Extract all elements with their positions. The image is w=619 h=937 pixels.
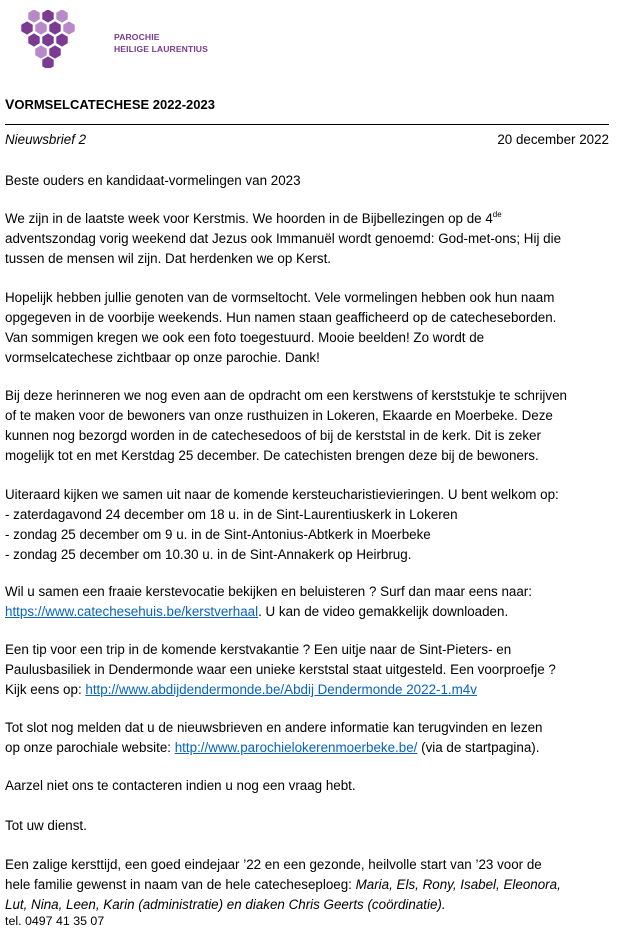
mass-item: - zaterdagavond 24 december om 18 u. in de Sint-Laurentiuskerk in Lokeren — [5, 507, 458, 522]
abdij-video-link[interactable]: http://www.abdijdendermonde.be/Abdij Dendermonde 2022-1.m4v — [85, 682, 477, 697]
newsletter-meta — [5, 132, 609, 147]
parish-website-link[interactable]: http://www.parochielokerenmoerbeke.be/ — [174, 740, 418, 755]
p5-after: . U kan de video gemakkelijk downloaden. — [258, 604, 509, 619]
p1-superscript: de — [492, 210, 502, 219]
paragraph-contact: Aarzel niet ons te contacteren indien u nog een vraag hebt. — [5, 778, 356, 793]
parish-name-line2: HEILIGE LAURENTIUS — [114, 44, 208, 54]
kerstverhaal-link[interactable]: https://www.catechesehuis.be/kerstverhaal — [5, 604, 259, 619]
logo-hexagon — [42, 10, 53, 23]
team-names-continued: Lut, Nina, Leen, Karin (administratie) en diaken Chris Geerts (coördinatie). — [5, 897, 446, 912]
p4-line: Uiteraard kijken we samen uit naar de komende kersteucharistievieringen. U bent welkom op: — [5, 487, 559, 502]
logo-hexagon — [42, 33, 53, 46]
p10-line: Een zalige kersttijd, een goed eindejaar ’22 en een gezonde, heilvolle start van ’23 voor de — [5, 857, 542, 872]
paragraph-vormseltocht — [5, 288, 608, 368]
p3-line: Bij deze herinneren we nog even aan de opdracht om een kerstwens of kerststukje te schrijven — [5, 388, 567, 403]
logo-hexagon — [42, 56, 53, 68]
p7-line: Tot slot nog melden dat u de nieuwsbrieven en andere informatie kan terugvinden en lezen — [5, 720, 543, 735]
paragraph-advent — [5, 209, 608, 269]
parish-name — [114, 31, 208, 55]
p3-line: kunnen nog bezorgd worden in de catechesedoos of bij de kerststal in de kerk. Dit is zeker — [5, 428, 541, 443]
logo-hexagon — [35, 21, 46, 34]
parish-logo — [18, 10, 80, 68]
logo-hexagon — [49, 45, 60, 58]
mass-item: - zondag 25 december om 10.30 u. in de Sint-Annakerk op Heirbrug. — [5, 547, 412, 562]
p1-text-c: tussen de mensen wil zijn. Dat herdenken we op Kerst. — [5, 251, 332, 266]
p2-line: Van sommigen kregen we ook een foto toegestuurd. Mooie beelden! Zo wordt de — [5, 330, 485, 345]
paragraph-kerstverhaal — [5, 582, 608, 622]
p2-line: opgegeven in de voorbije weekends. Hun namen staan geafficheerd op de catecheseborden. — [5, 310, 557, 325]
p7-before: op onze parochiale website: — [5, 740, 175, 755]
p2-line: Hopelijk hebben jullie genoten van de vormseltocht. Vele vormelingen hebben ook hun naam — [5, 290, 555, 305]
paragraph-trip — [5, 640, 608, 700]
p1-text-a: We zijn in de laatste week voor Kerstmis. We hoorden in de Bijbellezingen op de 4 — [5, 211, 493, 226]
paragraph-website — [5, 718, 608, 758]
issue-date: 20 december 2022 — [497, 132, 609, 147]
p3-line: of te maken voor de bewoners van onze rusthuizen in Lokeren, Ekaarde en Moerbeke. Deze — [5, 408, 553, 423]
paragraph-wishes — [5, 855, 608, 915]
paragraph-kerstwens — [5, 386, 608, 466]
p1-text-b: adventszondag vorig weekend dat Jezus ook Immanuël wordt genoemd: God-met-ons; Hij die — [5, 231, 562, 246]
logo-hexagon — [49, 21, 60, 34]
greeting: Beste ouders en kandidaat-vormelingen van 2023 — [5, 173, 301, 188]
p10-line-a: hele familie gewenst in naam van de hele catecheseploeg: — [5, 877, 356, 892]
paragraph-dienst: Tot uw dienst. — [5, 818, 87, 833]
parish-name-line1: PAROCHIE — [114, 32, 160, 42]
p7-after: (via de startpagina). — [417, 740, 540, 755]
p3-line: mogelijk tot en met Kerstdag 25 december. De catechisten brengen deze bij de bewoners. — [5, 448, 539, 463]
title-initial: V — [5, 96, 15, 112]
team-names: Maria, Els, Rony, Isabel, Eleonora, — [355, 877, 561, 892]
title-rule — [5, 124, 609, 125]
p6-line: Paulusbasiliek in Dendermonde waar een unieke kerststal staat uitgesteld. Een voorproefje ? — [5, 662, 556, 677]
p6-before: Kijk eens op: — [5, 682, 86, 697]
logo-hexagon — [28, 10, 39, 23]
logo-hexagon — [56, 10, 67, 23]
logo-hexagon — [56, 33, 67, 46]
page-title — [5, 96, 215, 112]
logo-hexagon — [35, 45, 46, 58]
paragraph-vieringen — [5, 485, 608, 565]
p6-line: Een tip voor een trip in de komende kerstvakantie ? Een uitje naar de Sint-Pieters- en — [5, 642, 512, 657]
title-rest: ORMSELCATECHESE 2022-2023 — [14, 97, 215, 112]
phone-number: tel. 0497 41 35 07 — [5, 914, 105, 928]
issue-label: Nieuwsbrief 2 — [5, 132, 87, 147]
logo-hexagon — [63, 21, 74, 34]
mass-item: - zondag 25 december om 9 u. in de Sint-Antonius-Abtkerk in Moerbeke — [5, 527, 431, 542]
logo-hexagon — [28, 33, 39, 46]
p5-line: Wil u samen een fraaie kerstevocatie bekijken en beluisteren ? Surf dan maar eens naar: — [5, 584, 532, 599]
logo-hexagon — [21, 21, 32, 34]
p2-line: vormselcatechese zichtbaar op onze parochie. Dank! — [5, 350, 320, 365]
